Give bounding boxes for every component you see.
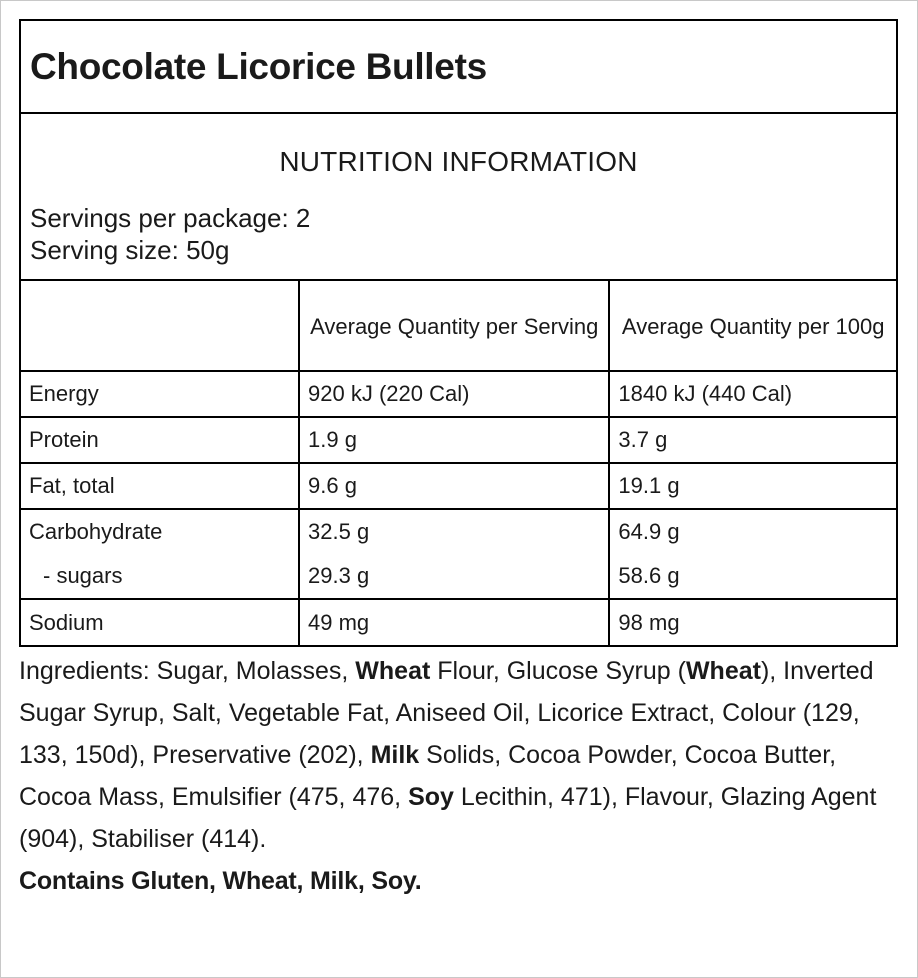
nutrition-info-block: [21, 114, 896, 281]
column-header-nutrient: [21, 281, 299, 371]
ingredients-text: Flour, Glucose Syrup (: [430, 657, 686, 685]
per-100g-value: 58.6 g: [618, 563, 680, 588]
allergen-highlight: Soy: [408, 783, 454, 811]
column-header-per-serving: Average Quantity per Serving: [299, 281, 609, 371]
ingredients-text: ), Inverted Sugar Syrup, Salt, Vegetable Fat, Aniseed Oil, Licorice Extract, Colour (129, 133, 150d), Preservative (202),: [19, 657, 874, 769]
per-100g-value: 1840 kJ (440 Cal): [609, 371, 896, 417]
allergen-highlight: Wheat: [685, 657, 761, 685]
table-header-row: [21, 281, 896, 371]
ingredients-list: [19, 650, 889, 860]
nutrient-name: Fat, total: [21, 463, 299, 509]
title-row: [21, 21, 896, 114]
allergen-highlight: Milk: [370, 741, 420, 769]
per-100g-value: 3.7 g: [609, 417, 896, 463]
per-serving-value: 1.9 g: [299, 417, 609, 463]
table-row: [21, 371, 896, 417]
ingredients-text: Ingredients: Sugar, Molasses,: [19, 657, 356, 685]
per-serving-value-group: [299, 509, 609, 599]
table-row: [21, 599, 896, 645]
per-serving-value: 29.3 g: [308, 563, 370, 588]
table-row: [21, 417, 896, 463]
nutrient-name: Protein: [21, 417, 299, 463]
product-title: Chocolate Licorice Bullets: [30, 45, 487, 87]
per-100g-value-group: [609, 509, 896, 599]
serving-size: Serving size: 50g: [30, 235, 230, 265]
per-serving-value: 920 kJ (220 Cal): [299, 371, 609, 417]
nutrition-panel: [19, 19, 898, 647]
allergen-highlight: Wheat: [355, 657, 431, 685]
nutrient-sub-name: - sugars: [43, 563, 123, 588]
per-serving-value: 9.6 g: [299, 463, 609, 509]
servings-per-package: Servings per package: 2: [30, 203, 311, 233]
ingredients-text: Lecithin, 471), Flavour, Glazing Agent (904), Stabiliser (414).: [19, 783, 877, 853]
per-100g-value: 64.9 g: [618, 519, 680, 544]
table-row: [21, 509, 896, 599]
ingredients-text: Solids, Cocoa Powder, Cocoa Butter, Cocoa Mass, Emulsifier (475, 476,: [19, 741, 837, 811]
nutrient-name: Energy: [21, 371, 299, 417]
per-serving-value: 49 mg: [299, 599, 609, 645]
column-header-per-100g: Average Quantity per 100g: [609, 281, 896, 371]
nutrition-table: [21, 281, 896, 645]
nutrient-name: Carbohydrate: [29, 519, 163, 544]
nutrient-name: Sodium: [21, 599, 299, 645]
nutrient-name-group: [21, 509, 299, 599]
per-100g-value: 19.1 g: [609, 463, 896, 509]
nutrition-heading: NUTRITION INFORMATION: [279, 146, 638, 177]
per-serving-value: 32.5 g: [308, 519, 370, 544]
per-100g-value: 98 mg: [609, 599, 896, 645]
allergen-statement: Contains Gluten, Wheat, Milk, Soy.: [19, 867, 422, 895]
table-row: [21, 463, 896, 509]
